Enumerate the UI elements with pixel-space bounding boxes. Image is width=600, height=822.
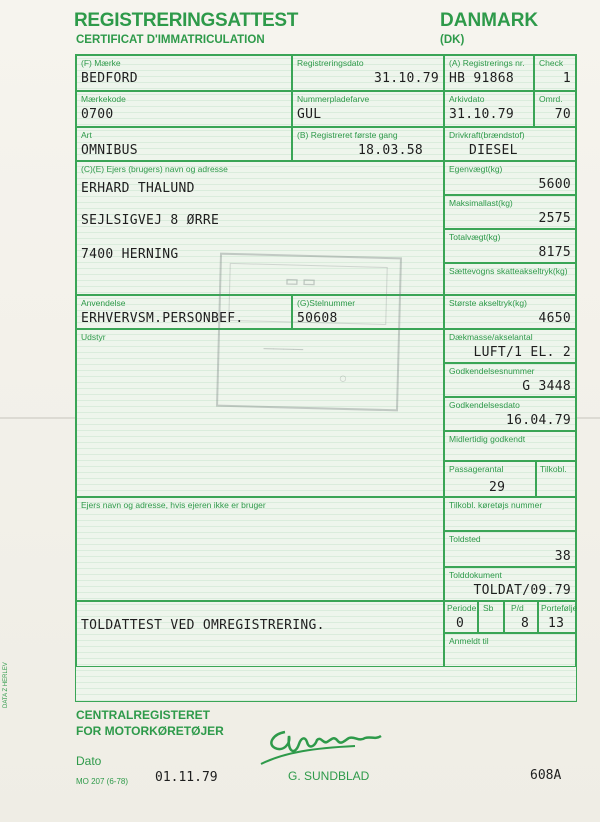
- footer-date: 01.11.79: [155, 770, 218, 785]
- label-passagerantal: Passagerantal: [449, 464, 504, 474]
- value-daekmasse: LUFT/1 EL. 2: [473, 345, 571, 360]
- label-daekmasse: Dækmasse/akselantal: [449, 332, 533, 342]
- value-nummerpladefarve: GUL: [297, 107, 322, 122]
- label-akseltryk: Største akseltryk(kg): [449, 298, 527, 308]
- cell-bemaerkning: [76, 601, 444, 667]
- footer-org-line1: CENTRALREGISTERET: [76, 708, 211, 722]
- value-akseltryk: 4650: [538, 311, 571, 326]
- cell-daekmasse: [444, 329, 576, 363]
- country-code: (DK): [440, 34, 465, 46]
- cell-totalvaegt: [444, 229, 576, 263]
- label-saettevogn: Sættevogns skatteakseltryk(kg): [449, 266, 568, 276]
- label-stelnummer: (G)Stelnummer: [297, 298, 356, 308]
- value-totalvaegt: 8175: [538, 245, 571, 260]
- label-midlertidig: Midlertidig godkendt: [449, 434, 526, 444]
- ejer-line-3: 7400 HERNING: [81, 247, 179, 262]
- value-arkivdato: 31.10.79: [449, 107, 515, 122]
- cell-drivkraft: [444, 127, 576, 161]
- label-anmeldt: Anmeldt til: [449, 636, 489, 646]
- ejer-line-2: SEJLSIGVEJ 8 ØRRE: [81, 213, 220, 228]
- label-check: Check: [539, 58, 564, 68]
- value-maerkekode: 0700: [81, 107, 114, 122]
- label-registreringsnr: (A) Registrerings nr.: [449, 58, 525, 68]
- label-forste-gang: (B) Registreret første gang: [297, 130, 398, 140]
- label-godkendelsesdato: Godkendelsesdato: [449, 400, 520, 410]
- footer-dato-label: Dato: [76, 754, 102, 768]
- label-nummerpladefarve: Nummerpladefarve: [297, 94, 370, 104]
- cell-godkendelsesnummer: [444, 363, 576, 397]
- cell-arkivdato: [444, 91, 534, 127]
- signature-mark: [255, 722, 390, 770]
- cell-maerke: [76, 55, 292, 91]
- cell-anmeldt: [444, 633, 576, 667]
- value-art: OMNIBUS: [81, 143, 138, 158]
- value-forste-gang: 18.03.58: [357, 143, 423, 158]
- label-registreringsdato: Registreringsdato: [297, 58, 364, 68]
- cell-periode: [444, 601, 478, 633]
- label-periode: Periode: [447, 603, 477, 613]
- label-maerke: (F) Mærke: [81, 58, 121, 68]
- value-stelnummer: 50608: [297, 311, 338, 326]
- value-egenvaegt: 5600: [538, 177, 571, 192]
- label-toldsted: Toldsted: [449, 534, 481, 544]
- cell-godkendelsesdato: [444, 397, 576, 431]
- value-check: 1: [562, 71, 571, 86]
- cell-registreringsdato: [292, 55, 444, 91]
- value-pd: 8: [521, 616, 530, 631]
- label-maerkekode: Mærkekode: [81, 94, 126, 104]
- cell-sb: [478, 601, 504, 633]
- side-print: DATA Z HERLEV: [3, 662, 9, 708]
- faded-stamp: ▭ ▭ ──── ○: [216, 253, 402, 412]
- label-anvendelse: Anvendelse: [81, 298, 126, 308]
- cell-registreringsnr: [444, 55, 534, 91]
- label-tilkobl: Tilkobl.: [540, 464, 567, 474]
- label-tolddokument: Tolddokument: [449, 570, 502, 580]
- footer-org-line2: FOR MOTORKØRETØJER: [76, 724, 224, 738]
- cell-tolddokument: [444, 567, 576, 601]
- cell-art: [76, 127, 292, 161]
- value-maerke: BEDFORD: [81, 71, 138, 86]
- value-godkendelsesnummer: G 3448: [522, 379, 571, 394]
- value-anvendelse: ERHVERVSM.PERSONBEF.: [81, 311, 244, 326]
- footer-signer: G. SUNDBLAD: [288, 769, 370, 783]
- label-sb: Sb: [483, 603, 494, 613]
- cell-omrd: [534, 91, 576, 127]
- label-arkivdato: Arkivdato: [449, 94, 485, 104]
- label-ejers-navn: Ejers navn og adresse, hvis ejeren ikke er bruger: [81, 500, 266, 510]
- cell-midlertidig: [444, 431, 576, 461]
- value-godkendelsesdato: 16.04.79: [505, 413, 571, 428]
- value-toldsted: 38: [554, 549, 571, 564]
- label-pd: P/d: [511, 603, 524, 613]
- label-portefolje: Portefølje: [541, 603, 578, 613]
- cell-tilkobl-nr: [444, 497, 576, 531]
- cell-pd: [504, 601, 538, 633]
- cell-ejers-navn: [76, 497, 444, 601]
- cell-portefolje: [538, 601, 576, 633]
- label-art: Art: [81, 130, 92, 140]
- cell-nummerpladefarve: [292, 91, 444, 127]
- cell-passagerantal: [444, 461, 536, 497]
- label-ejer: (C)(E) Ejers (brugers) navn og adresse: [81, 164, 228, 174]
- value-periode: 0: [456, 616, 465, 631]
- value-tolddokument: TOLDAT/09.79: [473, 583, 571, 598]
- cell-maerkekode: [76, 91, 292, 127]
- label-totalvaegt: Totalvægt(kg): [449, 232, 501, 242]
- cell-toldsted: [444, 531, 576, 567]
- cell-check: [534, 55, 576, 91]
- cell-forste-gang: [292, 127, 444, 161]
- value-registreringsdato: 31.10.79: [373, 71, 439, 86]
- label-omrd: Omrd.: [539, 94, 563, 104]
- cell-egenvaegt: [444, 161, 576, 195]
- document-subtitle: CERTIFICAT D'IMMATRICULATION: [76, 34, 265, 46]
- value-maksimallast: 2575: [538, 211, 571, 226]
- value-drivkraft: DIESEL: [469, 143, 518, 158]
- cell-tilkobl: [536, 461, 576, 497]
- cell-saettevogn: [444, 263, 576, 295]
- cell-maksimallast: [444, 195, 576, 229]
- value-passagerantal: 29: [489, 480, 506, 495]
- label-maksimallast: Maksimallast(kg): [449, 198, 513, 208]
- value-omrd: 70: [554, 107, 571, 122]
- ejer-line-1: ERHARD THALUND: [81, 181, 195, 196]
- footer-code: 608A: [530, 768, 562, 783]
- cell-akseltryk: [444, 295, 576, 329]
- country-name: DANMARK: [440, 10, 539, 31]
- label-udstyr: Udstyr: [81, 332, 106, 342]
- label-drivkraft: Drivkraft(brændstof): [449, 130, 525, 140]
- footer-form-code: MO 207 (6-78): [76, 777, 129, 786]
- value-registreringsnr: HB 91868: [449, 71, 515, 86]
- label-tilkobl-nr: Tilkobl. køretøjs nummer: [449, 500, 543, 510]
- value-bemaerkning: TOLDATTEST VED OMREGISTRERING.: [81, 618, 325, 633]
- document-title: REGISTRERINGSATTEST: [74, 10, 299, 31]
- label-egenvaegt: Egenvægt(kg): [449, 164, 503, 174]
- label-godkendelsesnummer: Godkendelsesnummer: [449, 366, 535, 376]
- value-portefolje: 13: [548, 616, 565, 631]
